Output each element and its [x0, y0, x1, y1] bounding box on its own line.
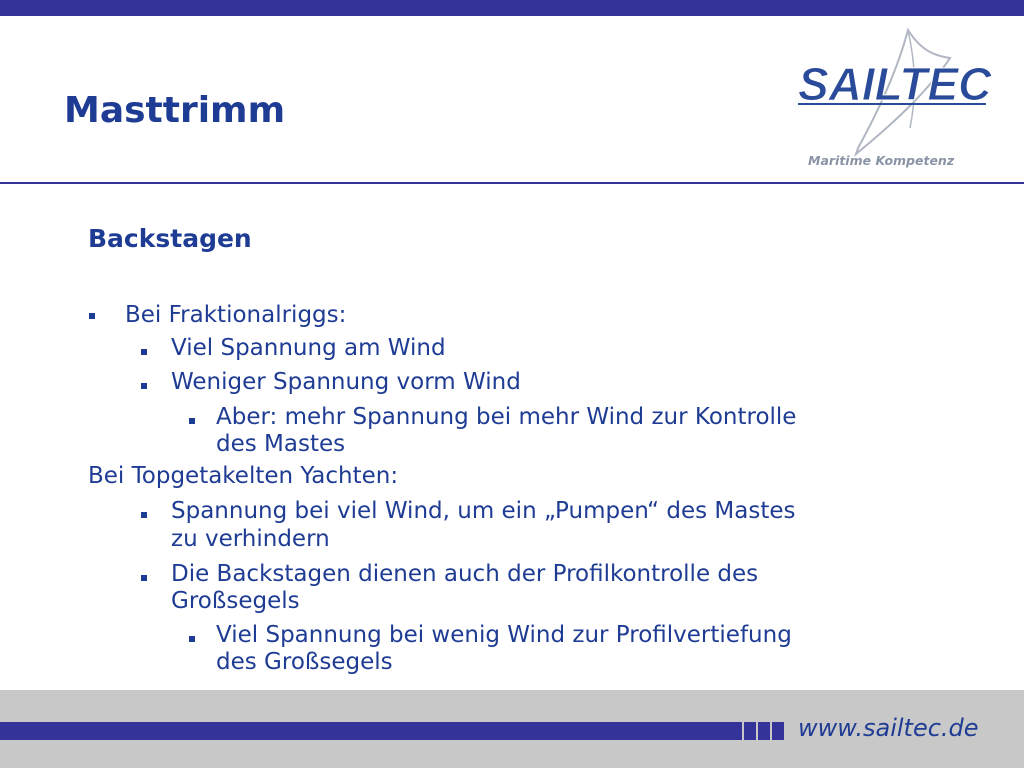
list-item-level1-nobullet: Bei Topgetakelten Yachten: — [88, 463, 399, 489]
website-link[interactable]: www.sailtec.de — [798, 714, 979, 742]
bullet-level2 — [141, 383, 147, 389]
bullet-level2 — [141, 575, 147, 581]
bullet-level3 — [189, 636, 195, 642]
list-item-level2-continued: Großsegels — [171, 588, 300, 614]
list-item-level2: Weniger Spannung vorm Wind — [171, 369, 521, 395]
list-item-level2: Spannung bei viel Wind, um ein „Pumpen“ des Mastes — [171, 498, 796, 524]
list-item-level3-continued: des Mastes — [216, 431, 346, 457]
list-item-level2: Die Backstagen dienen auch der Profilkontrolle des — [171, 561, 759, 587]
logo-wordmark: SAILTEC — [798, 58, 992, 110]
list-item-level3: Viel Spannung bei wenig Wind zur Profilvertiefung — [216, 622, 792, 648]
bullet-level1 — [89, 313, 95, 319]
page-title: Masttrimm — [64, 90, 286, 131]
tagline: Maritime Kompetenz — [808, 153, 955, 168]
top-bar — [0, 0, 1024, 16]
list-item-level3-continued: des Großsegels — [216, 649, 393, 675]
footer-stripe — [0, 722, 742, 740]
footer-stripe-block — [758, 722, 770, 740]
list-item-level2: Viel Spannung am Wind — [171, 335, 446, 361]
bullet-level3 — [189, 418, 195, 424]
bullet-level2 — [141, 512, 147, 518]
bullet-level2 — [141, 349, 147, 355]
list-item-level1: Bei Fraktionalriggs: — [125, 302, 347, 328]
list-item-level2-continued: zu verhindern — [171, 526, 330, 552]
footer-stripe-block — [744, 722, 756, 740]
footer-stripe-block — [772, 722, 784, 740]
header-divider — [0, 182, 1024, 184]
list-item-level3: Aber: mehr Spannung bei mehr Wind zur Kontrolle — [216, 404, 797, 430]
section-subtitle: Backstagen — [88, 224, 252, 253]
